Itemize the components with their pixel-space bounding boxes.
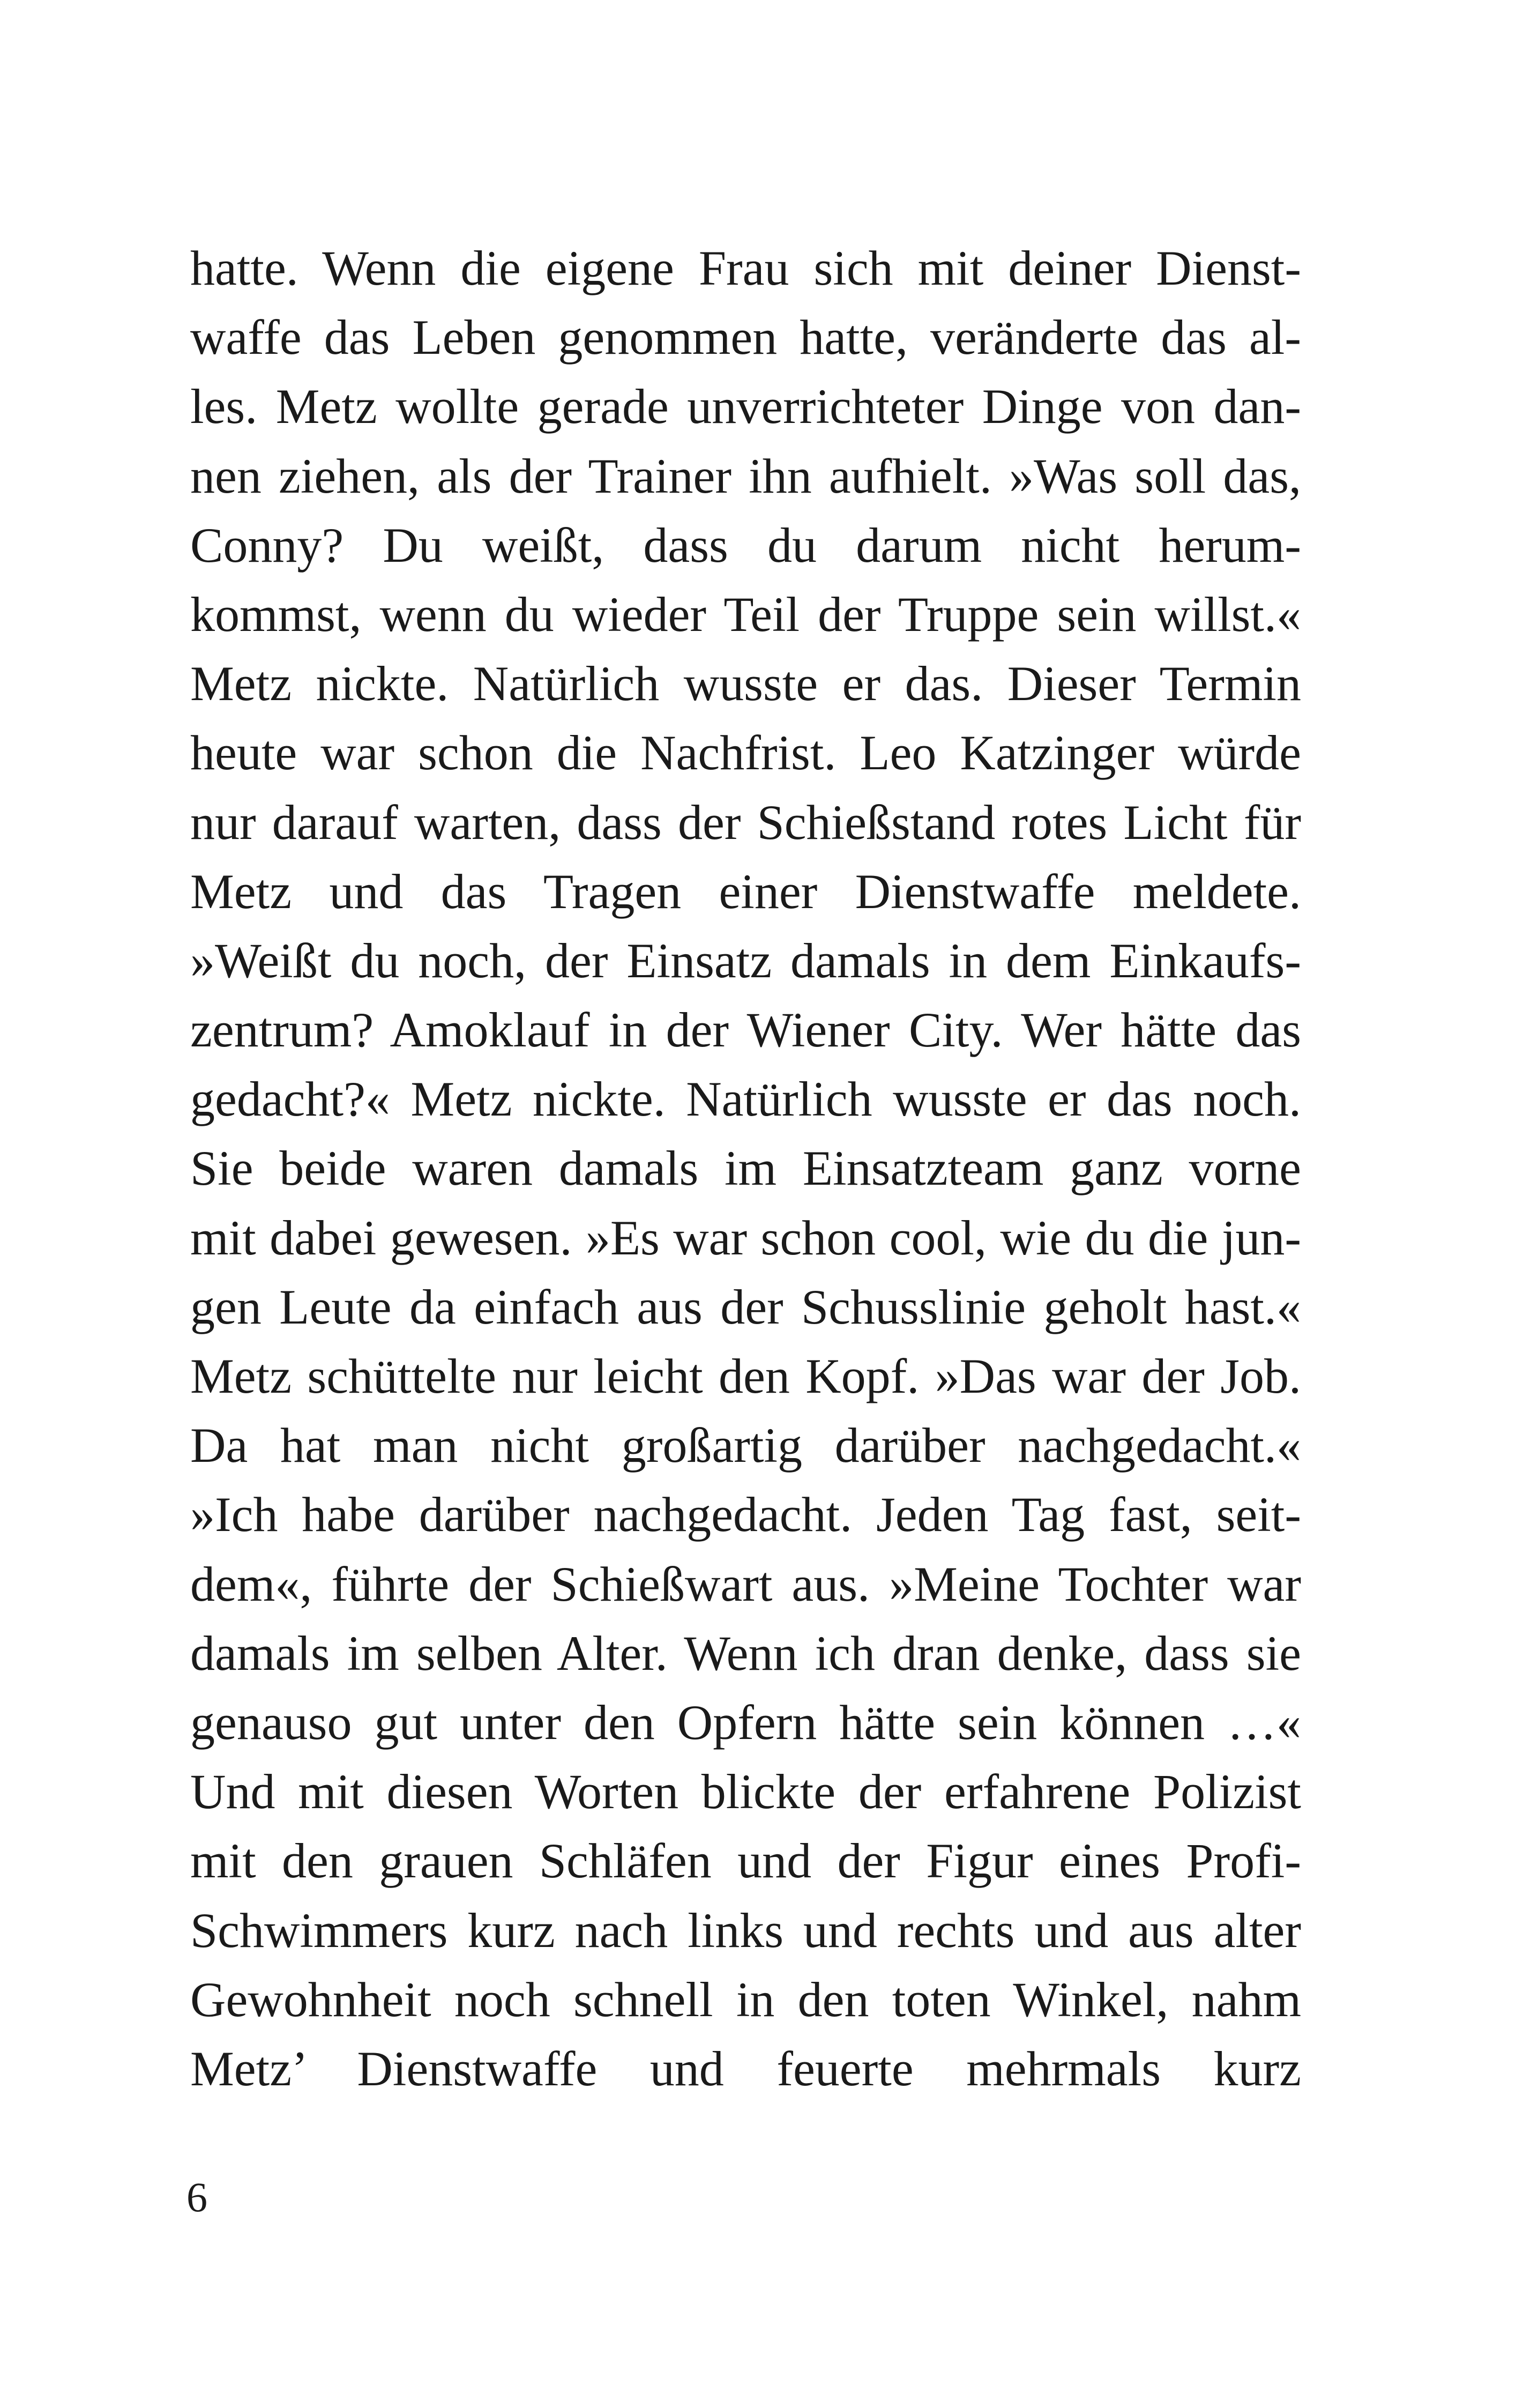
text-line: Sie beide waren damals im Einsatzteam ganz vorne (190, 1141, 1301, 1196)
text-line: Gewohnheit noch schnell in den toten Winkel, nahm (190, 1972, 1301, 2027)
text-line: damals im selben Alter. Wenn ich dran denke, dass sie (190, 1625, 1301, 1681)
text-line: mit dabei gewesen. »Es war schon cool, wie du die jun- (190, 1210, 1301, 1265)
text-line: »Ich habe darüber nachgedacht. Jeden Tag fast, seit- (190, 1487, 1301, 1542)
text-line: heute war schon die Nachfrist. Leo Katzinger würde (190, 725, 1301, 781)
text-line: waffe das Leben genommen hatte, veränderte das al- (190, 310, 1301, 365)
text-line: les. Metz wollte gerade unverrichteter Dinge von dan- (190, 379, 1301, 434)
text-line: Da hat man nicht großartig darüber nachgedacht.« (190, 1418, 1301, 1473)
text-line: Metz schüttelte nur leicht den Kopf. »Das war der Job. (190, 1349, 1301, 1403)
text-line: gedacht?« Metz nickte. Natürlich wusste er das noch. (190, 1072, 1301, 1127)
text-line: Metz und das Tragen einer Dienstwaffe meldete. (190, 864, 1301, 919)
page-number: 6 (186, 2174, 207, 2220)
text-line: Schwimmers kurz nach links und rechts und aus alter (190, 1902, 1301, 1958)
text-line: kommst, wenn du wieder Teil der Truppe sein willst.« (190, 586, 1301, 642)
text-line: Conny? Du weißt, dass du darum nicht herum- (190, 517, 1301, 573)
text-line: genauso gut unter den Opfern hätte sein können …« (190, 1694, 1301, 1750)
text-line: gen Leute da einfach aus der Schusslinie geholt hast.« (190, 1279, 1301, 1334)
text-line: mit den grauen Schläfen und der Figur eines Profi- (190, 1833, 1301, 1889)
body-text (190, 234, 1301, 2104)
text-line: nen ziehen, als der Trainer ihn aufhielt. »Was soll das, (190, 448, 1301, 503)
text-line: Metz nickte. Natürlich wusste er das. Dieser Termin (190, 656, 1301, 711)
text-line: »Weißt du noch, der Einsatz damals in dem Einkaufs- (190, 933, 1301, 988)
text-line: Metz’ Dienstwaffe und feuerte mehrmals kurz (190, 2041, 1301, 2096)
text-line: nur darauf warten, dass der Schießstand rotes Licht für (190, 794, 1301, 850)
text-line: zentrum? Amoklauf in der Wiener City. Wer hätte das (190, 1002, 1301, 1058)
text-line: Und mit diesen Worten blickte der erfahrene Polizist (190, 1764, 1301, 1819)
text-line: dem«, führte der Schießwart aus. »Meine Tochter war (190, 1556, 1301, 1611)
text-line: hatte. Wenn die eigene Frau sich mit deiner Dienst- (190, 241, 1301, 295)
